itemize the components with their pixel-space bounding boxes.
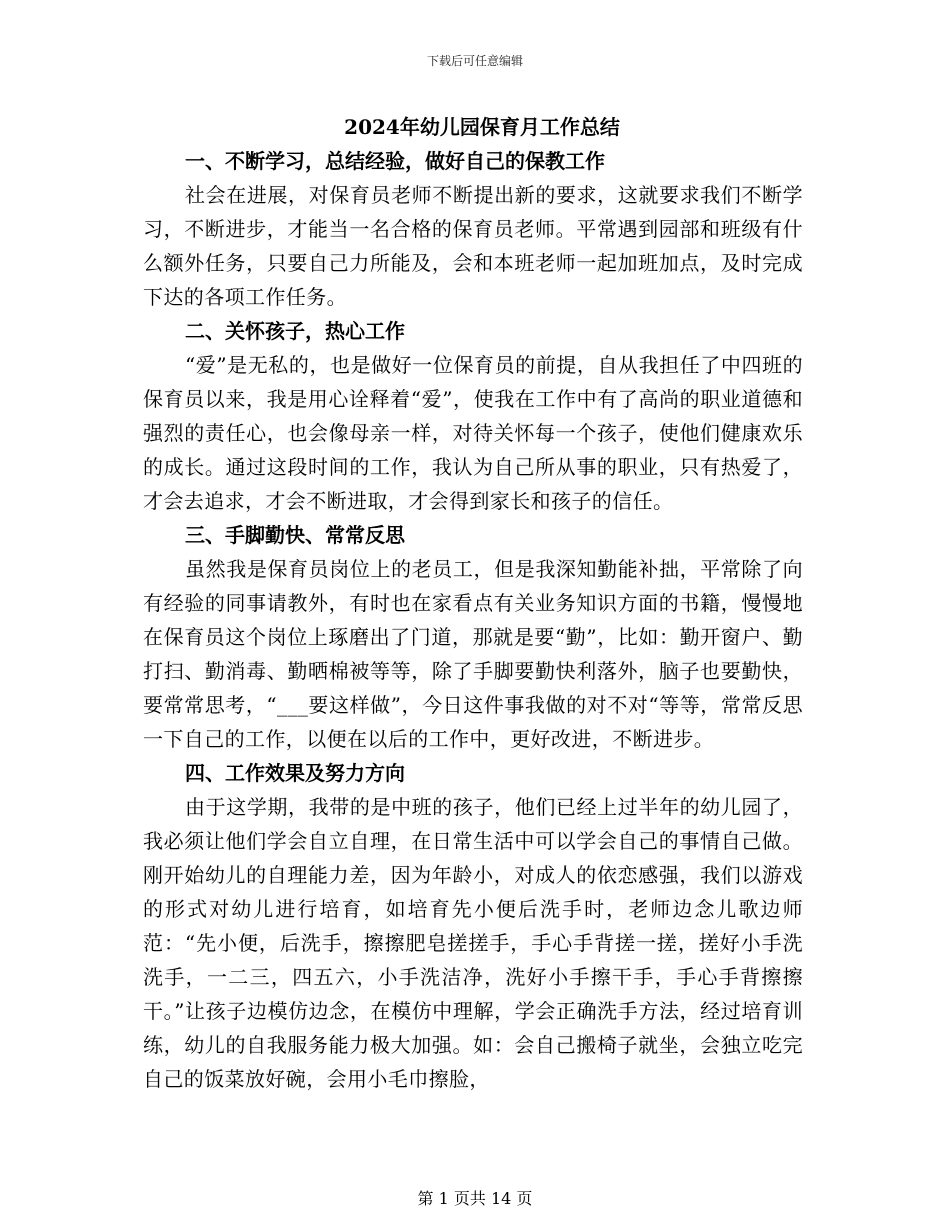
section-2 (143, 314, 803, 518)
page-number: 第 1 页共 14 页 (417, 1189, 533, 1208)
section-paragraph: 社会在进展，对保育员老师不断提出新的要求，这就要求我们不断学习，不断进步，才能当一名合格的保育员老师。平常遇到园部和班级有什么额外任务，只要自己力所能及，会和本班老师一起加班加点，及时完成下达的各项工作任务。 (143, 183, 803, 309)
section-paragraph: “爱”是无私的，也是做好一位保育员的前提，自从我担任了中四班的保育员以来，我是用心诠释着“爱”，使我在工作中有了高尚的职业道德和强烈的责任心，也会像母亲一样，对待关怀每一个孩子，使他们健康欢乐的成长。通过这段时间的工作，我认为自己所从事的职业，只有热爱了，才会去追求，才会不断进取，才会得到家长和孩子的信任。 (143, 353, 803, 513)
section-heading: 一、不断学习，总结经验，做好自己的保教工作 (185, 149, 605, 173)
section-4 (143, 756, 803, 1096)
document-title: 2024年幼儿园保育月工作总结 (344, 115, 620, 139)
section-1 (143, 144, 803, 314)
document-body (143, 110, 803, 1096)
section-heading: 三、手脚勤快、常常反思 (185, 523, 405, 547)
section-heading: 四、工作效果及努力方向 (185, 761, 405, 785)
download-note: 下载后可任意编辑 (426, 54, 523, 68)
section-paragraph: 虽然我是保育员岗位上的老员工，但是我深知勤能补拙，平常除了向有经验的同事请教外，有时也在家看点有关业务知识方面的书籍，慢慢地在保育员这个岗位上琢磨出了门道，那就是要“勤”，比如：勤开窗户、勤打扫、勤消毒、勤晒棉被等等，除了手脚要勤快利落外，脑子也要勤快，要常常思考，“___要这样做”，今日这件事我做的对不对“等等，常常反思一下自己的工作，以便在以后的工作中，更好改进，不断进步。 (143, 557, 803, 751)
section-heading: 二、关怀孩子，热心工作 (185, 319, 405, 343)
section-paragraph: 由于这学期，我带的是中班的孩子，他们已经上过半年的幼儿园了，我必须让他们学会自立自理，在日常生活中可以学会自己的事情自己做。刚开始幼儿的自理能力差，因为年龄小，对成人的依恋感强，我们以游戏的形式对幼儿进行培育，如培育先小便后洗手时，老师边念儿歌边师范：“先小便，后洗手，擦擦肥皂搓搓手，手心手背搓一搓，搓好小手洗洗手，一二三，四五六，小手洗洁净，洗好小手擦干手，手心手背擦擦干。”让孩子边模仿边念，在模仿中理解，学会正确洗手方法，经过培育训练，幼儿的自我服务能力极大加强。如：会自己搬椅子就坐，会独立吃完自己的饭菜放好碗，会用小毛巾擦脸， (143, 795, 803, 1091)
section-3 (143, 518, 803, 756)
